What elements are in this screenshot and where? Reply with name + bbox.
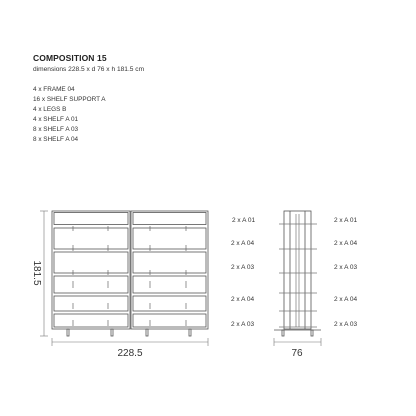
callout-left-1: 2 x A 01 bbox=[232, 217, 256, 224]
front-legs bbox=[67, 329, 191, 336]
callout-left-2: 2 x A 04 bbox=[231, 240, 255, 247]
composition-dimensions: dimensions 228.5 x d 76 x h 181.5 cm bbox=[33, 66, 145, 73]
callout-right-3: 2 x A 03 bbox=[334, 264, 358, 271]
part-legs: 4 x LEGS B bbox=[33, 105, 67, 113]
callout-right-1: 2 x A 01 bbox=[334, 217, 358, 224]
part-shelf-a04: 8 x SHELF A 04 bbox=[33, 135, 79, 143]
side-depth-dimension bbox=[274, 338, 321, 346]
front-height-label: 181.5 bbox=[31, 260, 42, 286]
side-depth-label: 76 bbox=[291, 348, 303, 359]
composition-title: COMPOSITION 15 bbox=[33, 53, 107, 63]
front-shelves-right bbox=[133, 213, 206, 328]
front-shelves-left bbox=[54, 213, 128, 328]
callout-left-4: 2 x A 04 bbox=[231, 296, 255, 303]
front-view bbox=[52, 211, 208, 336]
callout-right-4: 2 x A 04 bbox=[334, 296, 358, 303]
callout-right-5: 2 x A 03 bbox=[334, 321, 358, 328]
callout-left-3: 2 x A 03 bbox=[231, 264, 255, 271]
front-width-label: 228.5 bbox=[117, 348, 143, 359]
callout-left-5: 2 x A 03 bbox=[231, 321, 255, 328]
part-shelf-a01: 4 x SHELF A 01 bbox=[33, 115, 79, 123]
part-shelf-support: 16 x SHELF SUPPORT A bbox=[33, 95, 106, 103]
part-frame: 4 x FRAME 04 bbox=[33, 86, 75, 93]
side-view bbox=[274, 211, 321, 336]
front-width-dimension bbox=[52, 338, 208, 346]
callout-right-2: 2 x A 04 bbox=[334, 240, 358, 247]
part-shelf-a03: 8 x SHELF A 03 bbox=[33, 125, 79, 133]
